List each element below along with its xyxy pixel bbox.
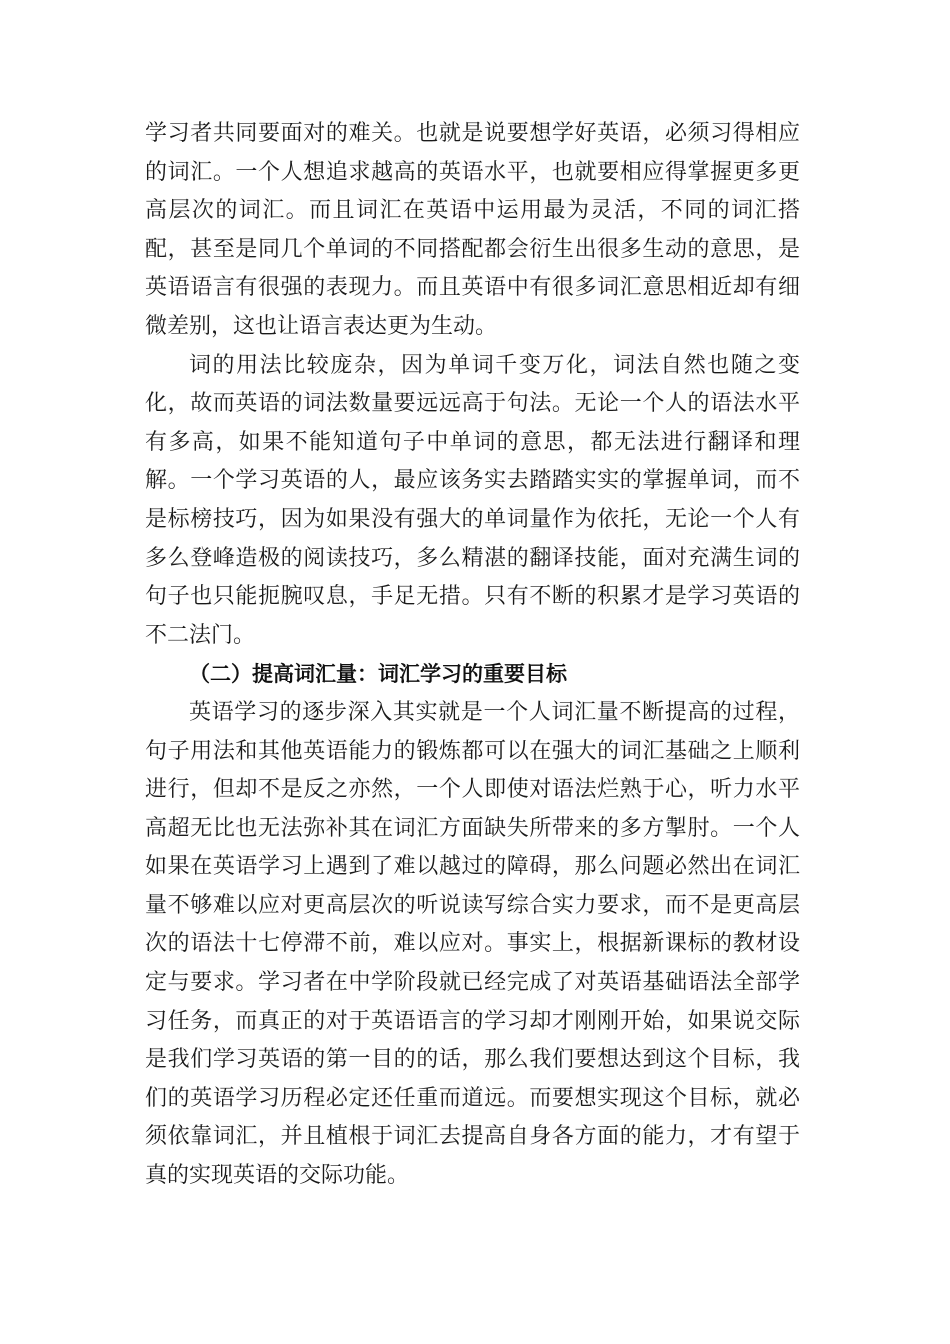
- paragraph-vocabulary-goal: 英语学习的逐步深入其实就是一个人词汇量不断提高的过程，句子用法和其他英语能力的锻炼都可以在强大的词汇基础之上顺利进行，但却不是反之亦然，一个人即使对语法烂熟于心，听力水平高超无比也无法弥补其在词汇方面缺失所带来的多方掣肘。一个人如果在英语学习上遇到了难以越过的障碍，那么问题必然出在词汇量不够难以应对更高层次的听说读写综合实力要求，而不是更高层次的语法十七停滞不前，难以应对。事实上，根据新课标的教材设定与要求。学习者在中学阶段就已经完成了对英语基础语法全部学习任务，而真正的对于英语语言的学习却才刚刚开始，如果说交际是我们学习英语的第一目的的话，那么我们要想达到这个目标，我们的英语学习历程必定还任重而道远。而要想实现这个目标，就必须依靠词汇，并且植根于词汇去提高自身各方面的能力，才有望于真的实现英语的交际功能。: [145, 699, 800, 1189]
- section-heading: （二）提高词汇量：词汇学习的重要目标: [189, 662, 567, 687]
- document-body: [145, 115, 800, 1196]
- paragraph-continuation: 学习者共同要面对的难关。也就是说要想学好英语，必须习得相应的词汇。一个人想追求越高的英语水平，也就要相应得掌握更多更高层次的词汇。而且词汇在英语中运用最为灵活，不同的词汇搭配，甚至是同几个单词的不同搭配都会衍生出很多生动的意思，是英语语言有很强的表现力。而且英语中有很多词汇意思相近却有细微差别，这也让语言表达更为生动。: [145, 121, 800, 339]
- paragraph-word-usage: 词的用法比较庞杂，因为单词千变万化，词法自然也随之变化，故而英语的词法数量要远远高于句法。无论一个人的语法水平有多高，如果不能知道句子中单词的意思，都无法进行翻译和理解。一个学习英语的人，最应该务实去踏踏实实的掌握单词，而不是标榜技巧，因为如果没有强大的单词量作为依托，无论一个人有多么登峰造极的阅读技巧，多么精湛的翻译技能，面对充满生词的句子也只能扼腕叹息，手足无措。只有不断的积累才是学习英语的不二法门。: [145, 352, 800, 648]
